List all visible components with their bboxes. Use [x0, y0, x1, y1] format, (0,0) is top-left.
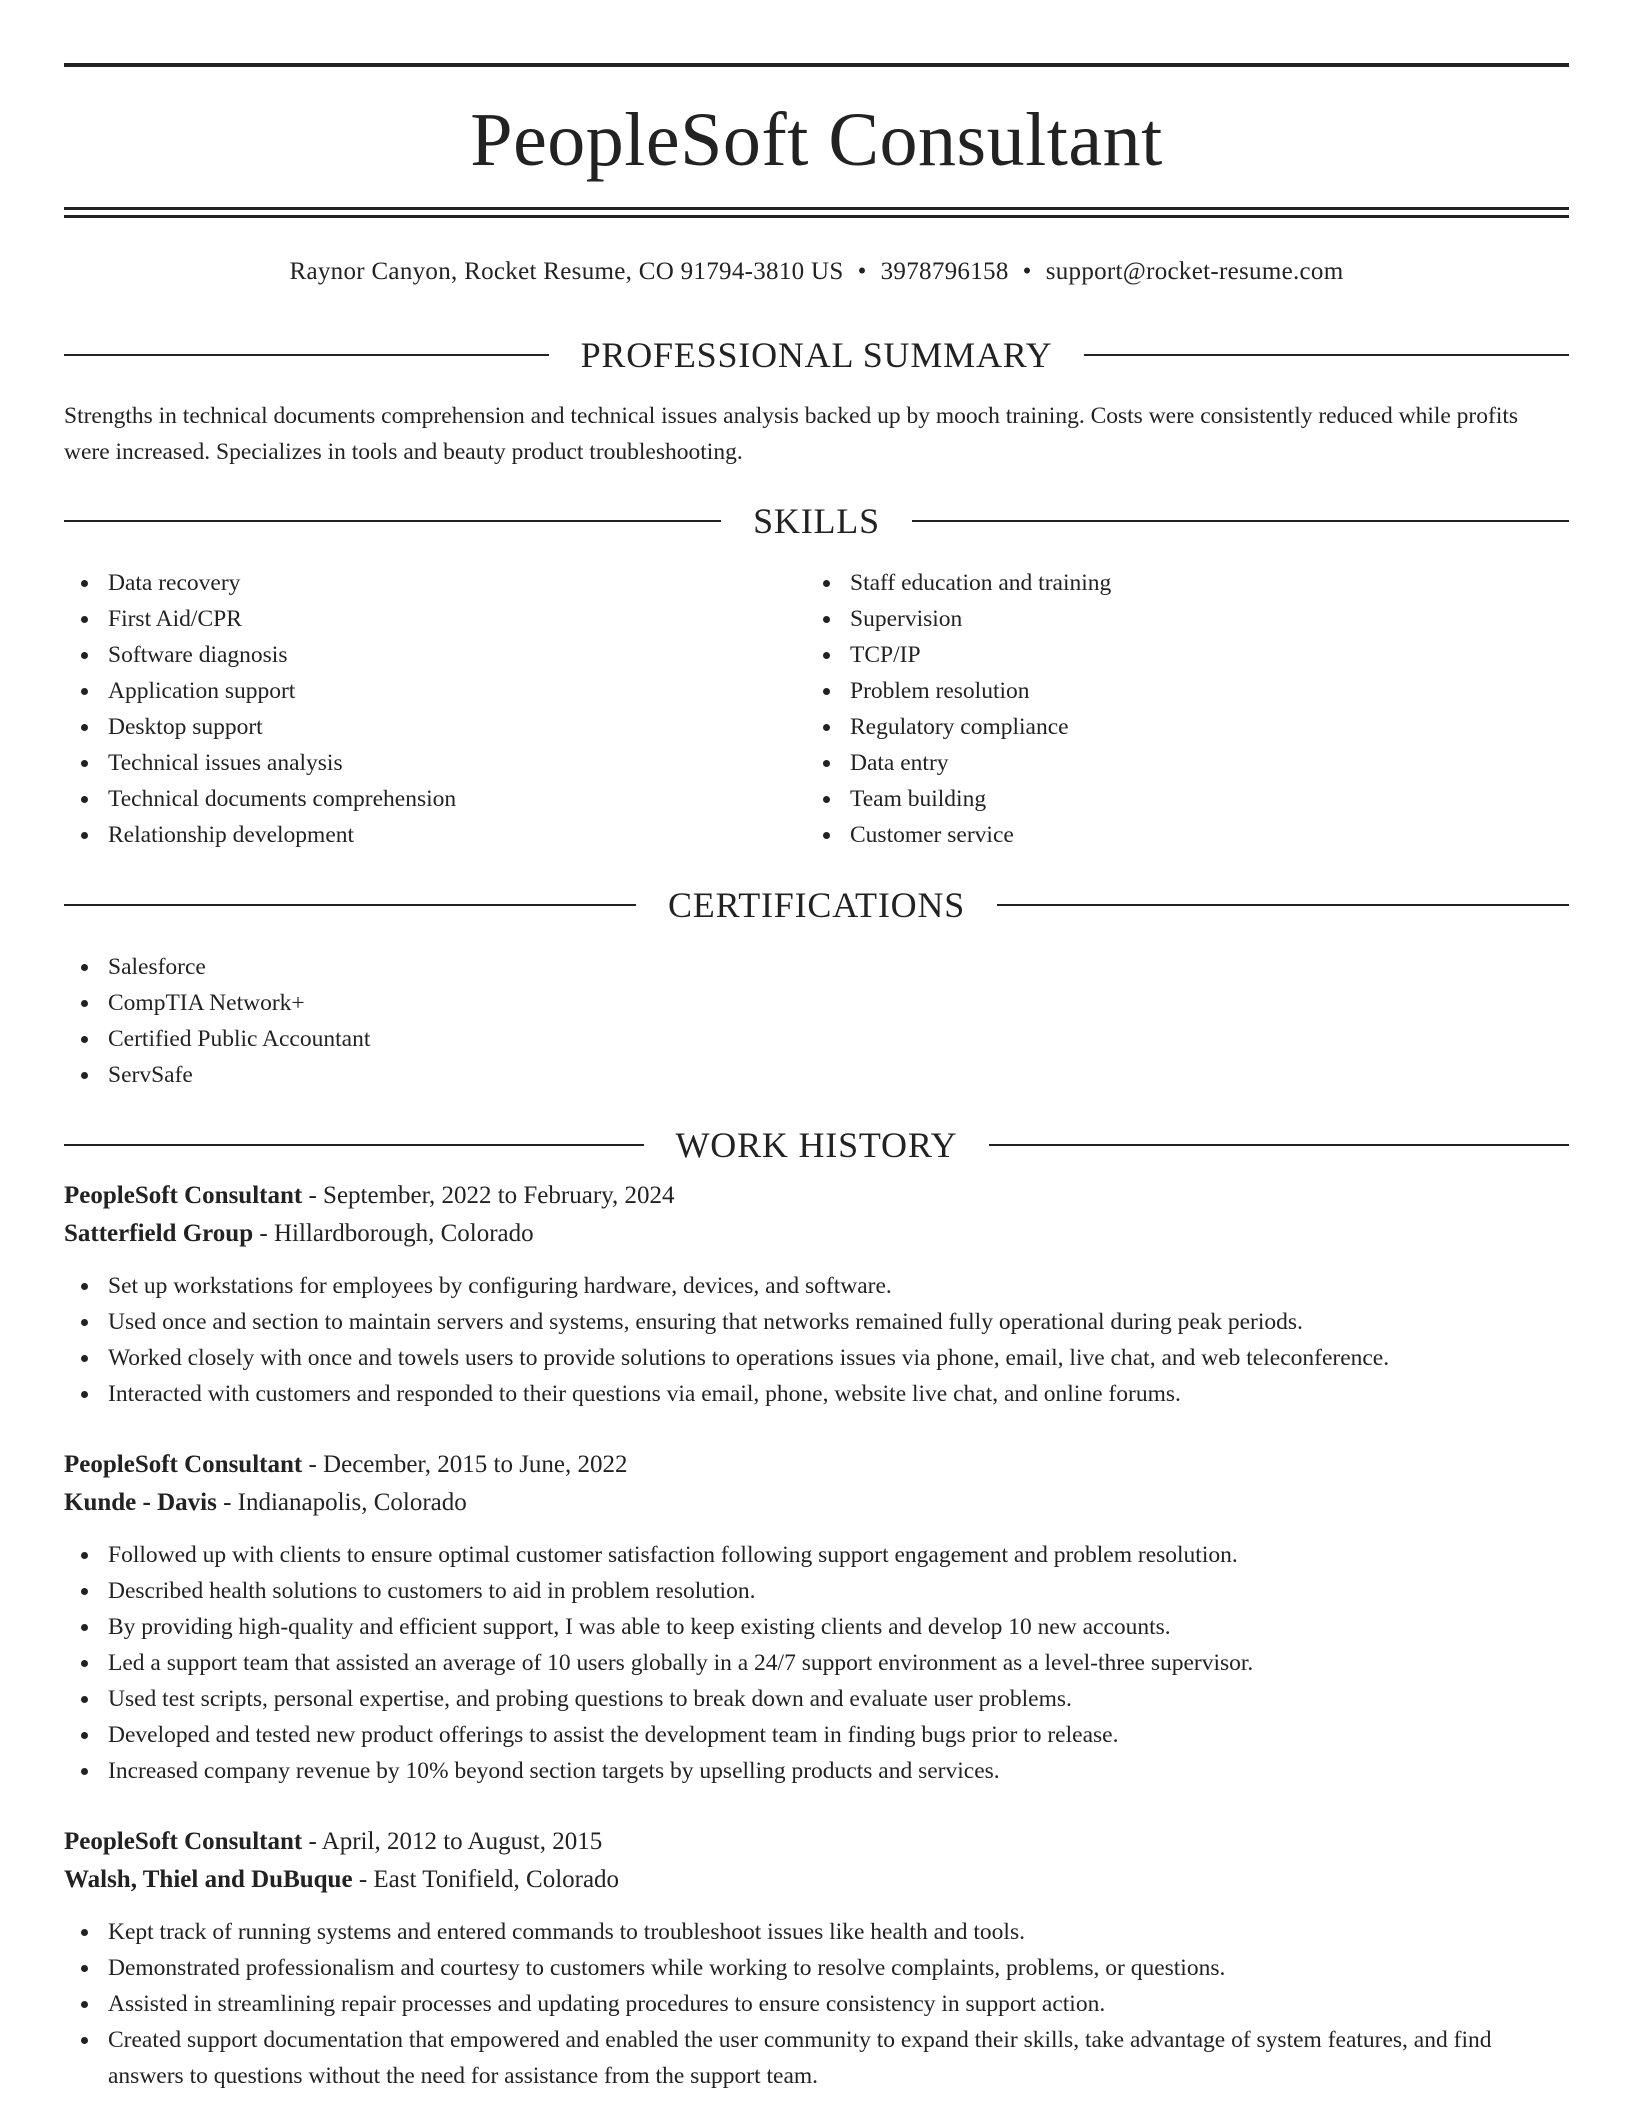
resume-title: PeopleSoft Consultant — [470, 98, 1163, 182]
certification-item — [64, 949, 864, 985]
job-bullet-text: By providing high-quality and efficient support, I was able to keep existing clients and develop 10 new accounts. — [108, 1614, 1171, 1640]
skill-item — [806, 673, 1566, 709]
job-bullet-text: Used test scripts, personal expertise, and probing questions to break down and evaluate user problems. — [108, 1686, 1072, 1712]
section-divider — [64, 1144, 644, 1146]
section-divider — [64, 354, 549, 356]
job-title: PeopleSoft Consultant — [64, 1828, 303, 1855]
certification-item-text: ServSafe — [108, 1062, 193, 1088]
section-header-certifications — [64, 883, 1569, 927]
summary-text: Strengths in technical documents comprehension and technical issues analysis backed up by mooch training. Costs were consistently reduced while profits were increased. Specializes in tools and beauty product troubleshooting. — [64, 403, 1519, 465]
skill-item — [64, 601, 804, 637]
section-divider — [989, 1144, 1569, 1146]
contact-separator: • — [857, 258, 867, 285]
job-bullet-text: Developed and tested new product offerings to assist the development team in finding bugs prior to release. — [108, 1722, 1119, 1748]
skill-item — [64, 817, 804, 853]
job-bullet-text: Worked closely with once and towels users to provide solutions to operations issues via phone, email, live chat, and web teleconference. — [108, 1345, 1390, 1371]
job-title: PeopleSoft Consultant — [64, 1182, 303, 1209]
job-entry — [64, 1177, 1569, 1412]
section-title: WORK HISTORY — [675, 1125, 958, 1165]
job-bullet-text: Described health solutions to customers to aid in problem resolution. — [108, 1578, 756, 1604]
certification-item-text: CompTIA Network+ — [108, 990, 305, 1016]
skill-item — [64, 745, 804, 781]
job-bullet — [64, 1609, 1569, 1645]
header-bottom-rule — [64, 207, 1569, 210]
certification-item — [64, 985, 864, 1021]
job-dates: September, 2022 to February, 2024 — [323, 1182, 675, 1209]
skill-item-text: Relationship development — [108, 822, 355, 848]
skill-item-text: Problem resolution — [850, 678, 1030, 704]
job-company: Walsh, Thiel and DuBuque — [64, 1866, 353, 1893]
job-company-line — [64, 1215, 1569, 1253]
job-bullets — [64, 1268, 1569, 1412]
section-divider — [912, 520, 1569, 522]
skill-item-text: Technical documents comprehension — [108, 786, 457, 812]
skill-item-text: Supervision — [850, 606, 963, 632]
skill-item-text: Technical issues analysis — [108, 750, 343, 776]
job-bullet-text: Demonstrated professionalism and courtesy to customers while working to resolve complaints, problems, or questions. — [108, 1955, 1226, 1981]
skill-item-text: Customer service — [850, 822, 1014, 848]
section-divider — [64, 520, 721, 522]
section-header-summary — [64, 333, 1569, 377]
skill-item-text: Desktop support — [108, 714, 263, 740]
job-bullet — [64, 1753, 1569, 1789]
skills-list-left — [64, 565, 804, 853]
skill-item-text: Data recovery — [108, 570, 241, 596]
job-bullet — [64, 1681, 1569, 1717]
job-bullet-text: Led a support team that assisted an average of 10 users globally in a 24/7 support environment as a level-three supervisor. — [108, 1650, 1254, 1676]
skills-list-right — [806, 565, 1566, 853]
job-bullets — [64, 1914, 1569, 2094]
skill-item — [64, 673, 804, 709]
job-bullet — [64, 1950, 1569, 1986]
job-dates: April, 2012 to August, 2015 — [321, 1828, 603, 1855]
certification-item-text: Certified Public Accountant — [108, 1026, 371, 1052]
job-bullet-text: Kept track of running systems and entered commands to troubleshoot issues like health and tools. — [108, 1919, 1025, 1945]
job-bullet — [64, 1914, 1569, 1950]
job-title-line — [64, 1177, 1569, 1215]
section-divider — [997, 904, 1569, 906]
job-title-line — [64, 1823, 1569, 1861]
skill-item — [806, 601, 1566, 637]
job-bullet — [64, 1304, 1569, 1340]
skill-item — [806, 781, 1566, 817]
skill-item-text: Software diagnosis — [108, 642, 288, 668]
section-title: CERTIFICATIONS — [667, 885, 966, 925]
job-title-line — [64, 1446, 1569, 1484]
certification-item-text: Salesforce — [108, 954, 206, 980]
contact-phone: 3978796158 — [880, 258, 1009, 285]
job-dates-separator: - — [302, 1451, 324, 1478]
skill-item-text: First Aid/CPR — [108, 606, 242, 632]
contact-address: Raynor Canyon, Rocket Resume, CO 91794-3810 US — [289, 258, 844, 285]
contact-email: support@rocket-resume.com — [1045, 258, 1344, 285]
job-bullet — [64, 1645, 1569, 1681]
certifications-list — [64, 949, 864, 1093]
certification-item — [64, 1057, 864, 1093]
skill-item — [806, 745, 1566, 781]
header-bottom-rule-second — [64, 215, 1569, 218]
job-location-separator: - — [216, 1489, 238, 1516]
job-bullet-text: Set up workstations for employees by configuring hardware, devices, and software. — [108, 1273, 892, 1299]
job-bullet-text: Followed up with clients to ensure optimal customer satisfaction following support engagement and problem resolution. — [108, 1542, 1238, 1568]
job-location: East Tonifield, Colorado — [373, 1866, 620, 1893]
job-entry — [64, 1446, 1569, 1789]
job-bullet-text: Assisted in streamlining repair processes and updating procedures to ensure consistency in support action. — [108, 1991, 1106, 2017]
skill-item — [806, 565, 1566, 601]
skill-item — [806, 817, 1566, 853]
skill-item — [64, 565, 804, 601]
section-divider — [1084, 354, 1569, 356]
job-entry — [64, 1823, 1569, 2094]
job-company-line — [64, 1484, 1569, 1522]
job-company-line — [64, 1861, 1569, 1899]
job-location: Indianapolis, Colorado — [237, 1489, 467, 1516]
job-bullet — [64, 1986, 1569, 2022]
job-bullet — [64, 1717, 1569, 1753]
job-bullet-text: Created support documentation that empowered and enabled the user community to expand their skills, take advantage of system features, and find answers to questions without the need for assistance from the support team. — [108, 2027, 1492, 2089]
skill-item-text: Data entry — [850, 750, 949, 776]
job-bullets — [64, 1537, 1569, 1789]
skill-item — [64, 709, 804, 745]
contact-separator: • — [1022, 258, 1032, 285]
contact-line — [64, 256, 1569, 288]
job-location-separator: - — [352, 1866, 374, 1893]
skill-item — [806, 709, 1566, 745]
job-location: Hillardborough, Colorado — [273, 1220, 534, 1247]
job-bullet — [64, 1268, 1569, 1304]
job-bullet-text: Increased company revenue by 10% beyond section targets by upselling products and services. — [108, 1758, 1000, 1784]
section-header-work-history — [64, 1123, 1569, 1167]
job-title: PeopleSoft Consultant — [64, 1451, 303, 1478]
job-company: Satterfield Group — [64, 1220, 254, 1247]
section-title: PROFESSIONAL SUMMARY — [580, 335, 1053, 375]
skill-item-text: Staff education and training — [850, 570, 1112, 596]
job-bullet-text: Used once and section to maintain servers and systems, ensuring that networks remained fully operational during peak periods. — [108, 1309, 1303, 1335]
job-bullet — [64, 1376, 1569, 1412]
job-dates: December, 2015 to June, 2022 — [323, 1451, 628, 1478]
skill-item-text: Regulatory compliance — [850, 714, 1069, 740]
job-dates-separator: - — [302, 1828, 322, 1855]
skill-item-text: Team building — [850, 786, 987, 812]
section-title: SKILLS — [753, 501, 880, 541]
skill-item-text: Application support — [108, 678, 296, 704]
skill-item — [64, 781, 804, 817]
job-dates-separator: - — [302, 1182, 324, 1209]
skill-item — [806, 637, 1566, 673]
skill-item-text: TCP/IP — [850, 642, 921, 668]
job-bullet-text: Interacted with customers and responded to their questions via email, phone, website live chat, and online forums. — [108, 1381, 1181, 1407]
job-bullet — [64, 2022, 1569, 2094]
job-bullet — [64, 1573, 1569, 1609]
section-header-skills — [64, 499, 1569, 543]
job-location-separator: - — [253, 1220, 274, 1247]
header-top-rule — [64, 63, 1569, 67]
job-company: Kunde - Davis — [64, 1489, 217, 1516]
section-divider — [64, 904, 636, 906]
certification-item — [64, 1021, 864, 1057]
job-bullet — [64, 1340, 1569, 1376]
job-bullet — [64, 1537, 1569, 1573]
skill-item — [64, 637, 804, 673]
